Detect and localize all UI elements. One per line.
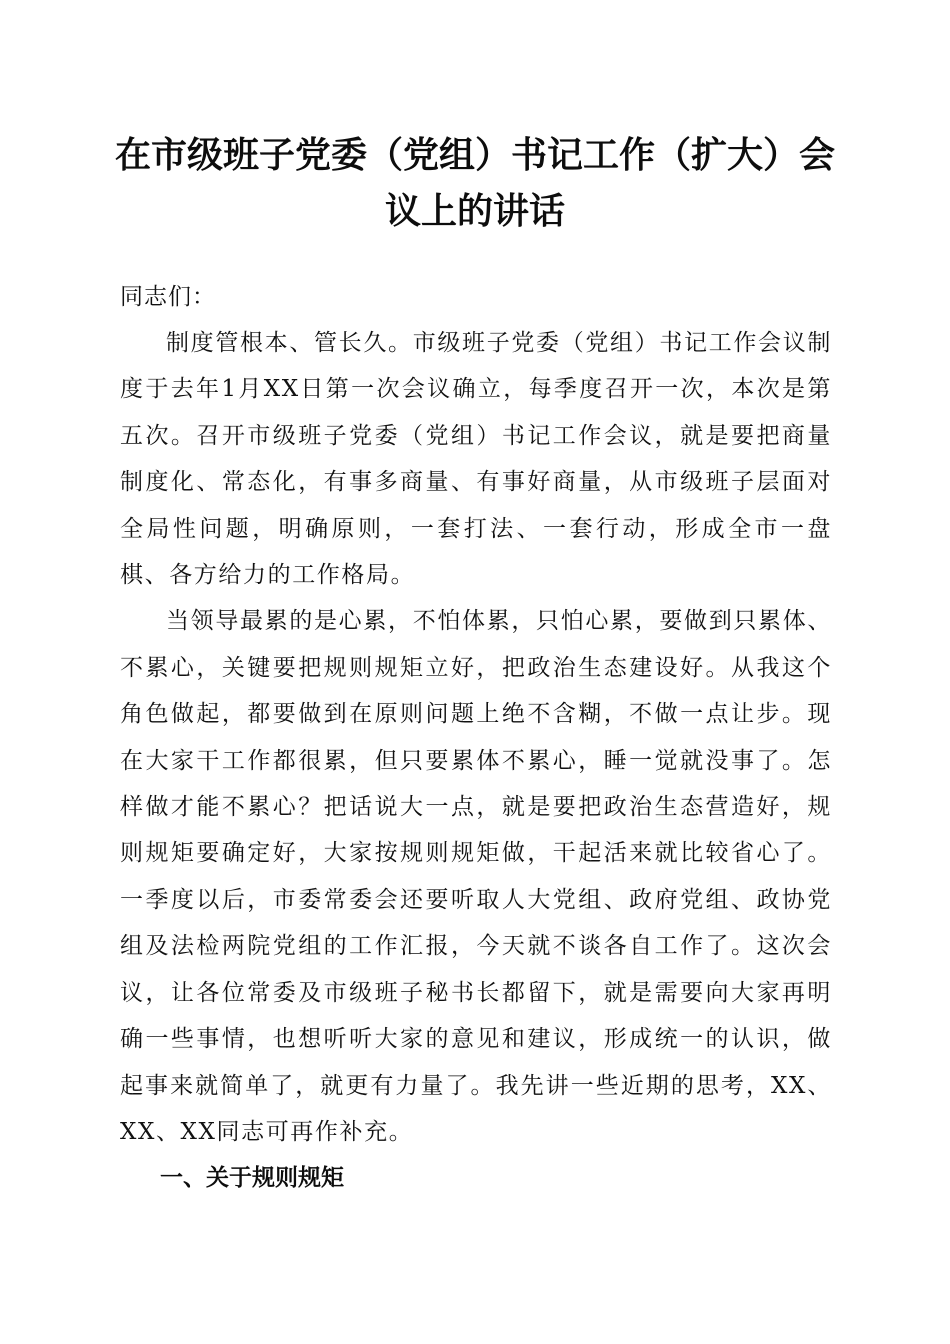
section-heading: 一、关于规则规矩 (160, 1165, 344, 1192)
paragraph-1: 制度管根本、管长久。市级班子党委（党组）书记工作会议制度于去年1月XX日第一次会议确立，每季度召开一次，本次是第五次。召开市级班子党委（党组）书记工作会议，就是要把商量制度化、常态化，有事多商量、有事好商量，从市级班子层面对全局性问题，明确原则，一套打法、一套行动，形成全市一盘棋、各方给力的工作格局。 (120, 330, 832, 589)
title-line-2: 议上的讲话 (384, 191, 565, 232)
document-body (120, 274, 832, 1201)
title-line-1: 在市级班子党委（党组）书记工作（扩大）会 (114, 135, 835, 176)
greeting: 同志们： (120, 284, 216, 310)
paragraph-2: 当领导最累的是心累，不怕体累，只怕心累，要做到只累体、不累心，关键要把规则规矩立好，把政治生态建设好。从我这个角色做起，都要做到在原则问题上绝不含糊，不做一点让步。现在大家干工作都很累，但只要累体不累心，睡一觉就没事了。怎样做才能不累心？把话说大一点，就是要把政治生态营造好，规则规矩要确定好，大家按规则规矩做，干起活来就比较省心了。一季度以后，市委常委会还要听取人大党组、政府党组、政协党组及法检两院党组的工作汇报，今天就不谈各自工作了。这次会议，让各位常委及市级班子秘书长都留下，就是需要向大家再明确一些事情，也想听听大家的意见和建议，形成统一的认识，做起事来就简单了，就更有力量了。我先讲一些近期的思考，XX、XX、XX同志可再作补充。 (120, 608, 832, 1145)
page-title (110, 128, 840, 240)
